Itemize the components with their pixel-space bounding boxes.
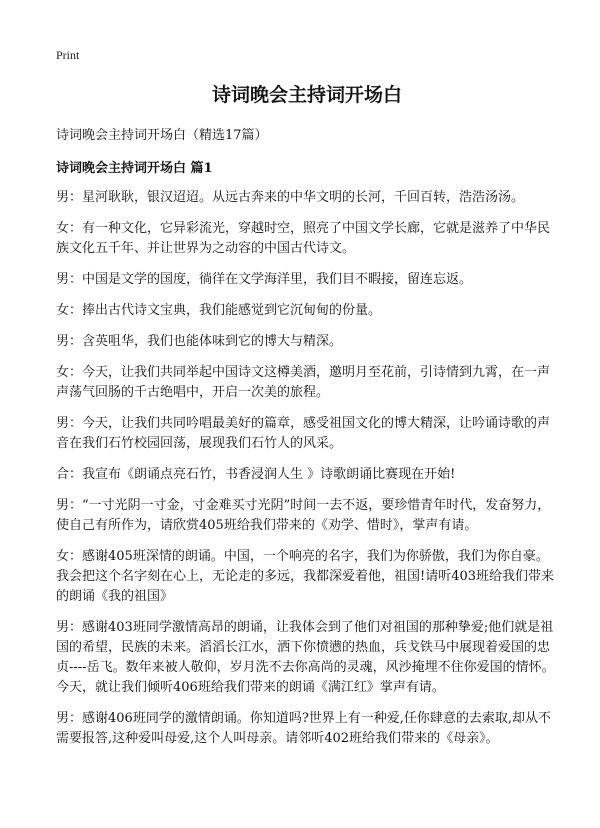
- paragraph: 女：感谢405班深情的朗诵。中国，一个响亮的名字，我们为你骄傲，我们为你自豪。我会把这个名字刻在心上，无论走的多远，我都深爱着他，祖国!请听403班给我们带来的朗诵《我的祖国》: [56, 549, 555, 604]
- paragraph: 男：星河耿耿，银汉迢迢。从远古奔来的中华文明的长河，千回百转，浩浩汤汤。: [56, 190, 525, 205]
- document-title: 诗词晚会主持词开场白: [211, 84, 402, 106]
- paragraph: 男：含英咀华，我们也能体味到它的博大与精深。: [56, 334, 343, 349]
- document-subtitle: 诗词晚会主持词开场白（精选17篇）: [56, 128, 268, 143]
- paragraph: 女：捧出古代诗文宝典，我们能感觉到它沉甸甸的份量。: [56, 303, 382, 318]
- section-heading: 诗词晚会主持词开场白 篇1: [56, 161, 213, 176]
- paragraph: 合：我宣布《朗诵点亮石竹，书香浸润人生 》诗歌朗诵比赛现在开始!: [56, 467, 456, 482]
- paragraph: 女：今天，让我们共同举起中国诗文这樽美酒，邀明月至花前，引诗情到九霄，在一声声荡气回肠的千古绝唱中，开启一次美的旅程。: [56, 365, 551, 400]
- print-link[interactable]: Print: [56, 48, 80, 62]
- paragraph: 男：感谢403班同学激情高昂的朗诵，让我体会到了他们对祖国的那种挚爱;他们就是祖国的希望，民族的未来。滔滔长江水，洒下你愤懑的热血，兵戈铁马中展现着爱国的忠贞----岳飞。数年来被人敬仰，岁月洗不去你高尚的灵魂，风沙掩埋不住你爱国的情怀。今天，就让我们倾听406班给我们带来的朗诵《满江红》掌声有请。: [56, 620, 555, 695]
- paragraph: 男：中国是文学的国度，徜徉在文学海洋里，我们目不暇接，留连忘返。: [56, 272, 473, 287]
- paragraph: 男：感谢406班同学的激情朗诵。你知道吗?世界上有一种爱,任你肆意的去索取,却从不需要报答,这种爱叫母爱,这个人叫母亲。请邻听402班给我们带来的《母亲》。: [56, 711, 552, 746]
- paragraph: 男：今天，让我们共同吟唱最美好的篇章，感受祖国文化的博大精深，让吟诵诗歌的声音在我们石竹校园回荡，展现我们石竹人的风采。: [56, 416, 551, 451]
- paragraph: 男：“一寸光阴一寸金，寸金难买寸光阴”时间一去不返，要珍惜青年时代，发奋努力，使自己有所作为，请欣赏405班给我们带来的《劝学、惜时》，掌声有请。: [56, 498, 551, 533]
- paragraph: 女：有一种文化，它异彩流光，穿越时空，照亮了中国文学长廊，它就是滋养了中华民族文化五千年、并让世界为之动容的中国古代诗文。: [56, 221, 551, 256]
